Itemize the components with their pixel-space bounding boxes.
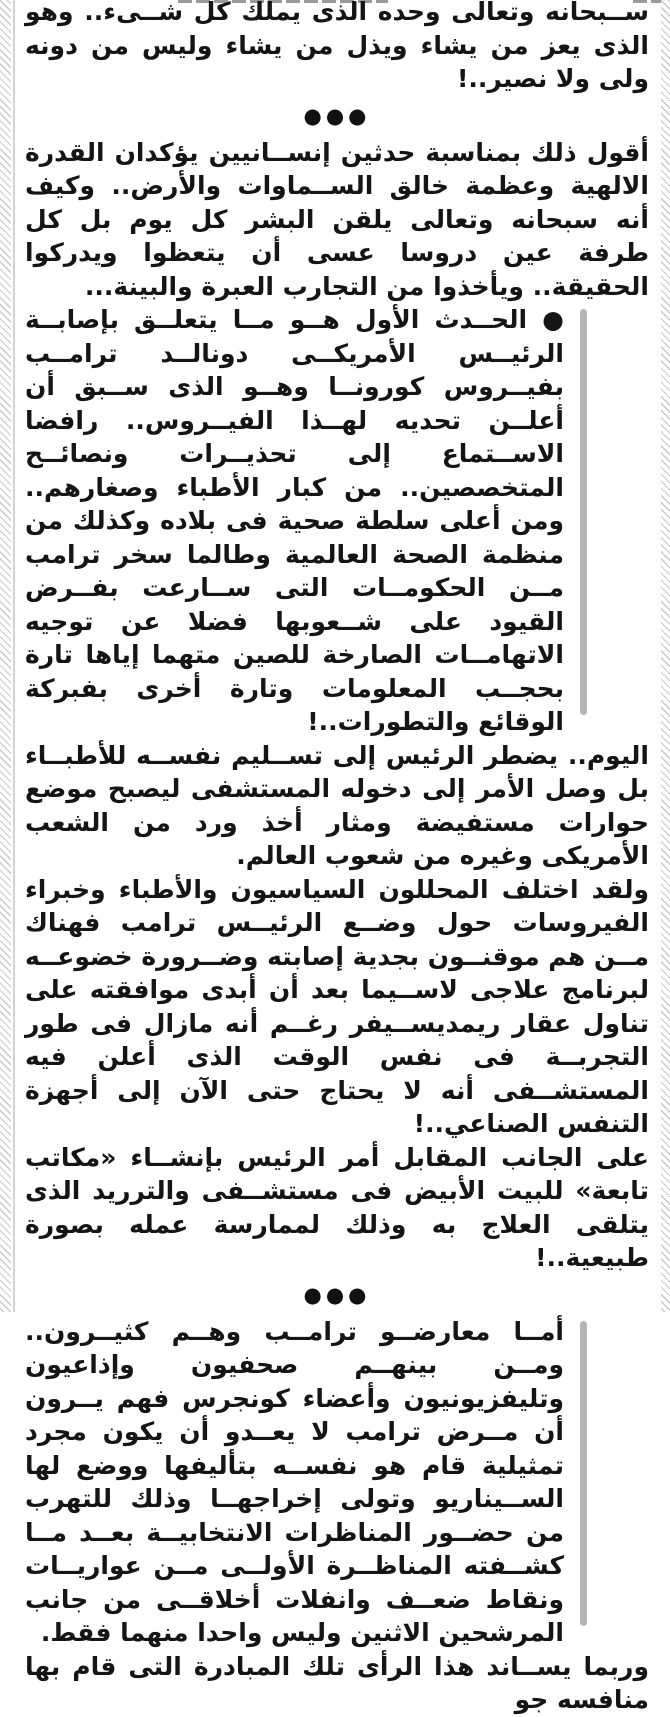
paragraph: وربما يســاند هذا الرأى تلك المبادرة التى قام بها منافسه جو	[25, 1651, 649, 1714]
paragraph: ولقد اختلف المحللون السياسيون والأطباء وخبراء الفيروسات حول وضــع الرئيــس ترامب فهناك مــن هم موقنــون بجدية إصابته وضــرورة خضوعــه لبرنامج علاجى لاســيما بعد أن أبدى موافقته على تناول عقار ريمديســيفر رغــم أنه مازال فى طور التجربــة فى نفس الوقت الذى أعلن فيه المستشــفى أنه لا يحتاج حتى الآن إلى أجهزة التنفس الصناعي..!	[25, 874, 649, 1138]
article-column	[25, 0, 649, 1717]
page-hatch-border-left	[0, 0, 11, 1312]
dots-separator: ●●●	[303, 1282, 371, 1307]
dots-separator: ●●●	[303, 103, 371, 128]
quote-text: أمــا معارضــو ترامــب وهــم كثيــرون.. ومــن بينهــم صحفيون وإذاعيون وتليفزيونيون وأعضاء كونجرس فهم يــرون أن مــرض ترامب لا يعــدو أن يكون مجرد تمثيلية قام هو نفســه بتأليفها ووضع لها الســيناريو وتولى إخراجهــا وذلك للتهرب من حضــور المناظرات الانتخابيــة بعــد مــا كشــفته المناظــرة الأولــى مــن عواريــات ونقاط ضعــف وانفلات أخلاقــى من جانب المرشحين الاثنين وليس واحدا منهما فقط.	[25, 1316, 564, 1647]
paragraph: على الجانب المقابل أمر الرئيس بإنشــاء «مكاتب تابعة» للبيت الأبيض فى مستشــفى والترريد الذى يتلقى العلاج به وذلك لممارسة عمله بصورة طبيعية..!	[25, 1142, 649, 1272]
paragraph: ســبحانه وتعالى وحده الذى يملك كل شــىء.. وهو الذى يعز من يشاء ويذل من يشاء وليس من دونه ولى ولا نصير..!	[25, 0, 649, 93]
paragraph: أقول ذلك بمناسبة حدثين إنســانيين يؤكدان القدرة الالهية وعظمة خالق الســماوات والأرض.. وكيف أنه سبحانه وتعالى يلقن البشر كل يوم بل كل طرفة عين دروسا عسى أن يتعظوا ويدركوا الحقيقة.. ويأخذوا من التجارب العبرة والبينة...	[25, 137, 649, 301]
quote-block	[25, 303, 649, 739]
page-border-rule-left	[13, 0, 15, 1312]
quote-block	[25, 1315, 649, 1650]
quote-text: ● الحــدث الأول هــو مــا يتعلــق بإصابــة الرئيــس الأمريكــى دونالــد ترامــب بفيــروس كورونــا وهــو الذى ســبق أن أعلــن تحديه لهــذا الفيــروس.. رافضا الاســتماع إلى تحذيــرات ونصائــح المتخصصين.. من كبار الأطباء وصغارهم.. ومن أعلى سلطة صحية فى بلاده وكذلك من منظمة الصحة العالمية وطالما سخر ترامب مــن الحكومــات التى ســارعت بفــرض القيود على شــعوبها فضلا عن توجيه الاتهامــات الصارخة للصين متهما إياها تارة بحجــب المعلومات وتارة أخرى بفبركة الوقائع والتطورات..!	[25, 305, 564, 736]
quote-side-bar	[580, 1321, 587, 1626]
page-hatch-border-right	[661, 0, 670, 1312]
paragraph: اليوم.. يضطر الرئيس إلى تســليم نفســه للأطبــاء بل وصل الأمر إلى دخوله المستشفى ليصبح موضع حوارات مستفيضة ومثار أخذ ورد من الشعب الأمريكى وغيره من شعوب العالم.	[25, 740, 649, 870]
quote-side-bar	[580, 309, 587, 715]
